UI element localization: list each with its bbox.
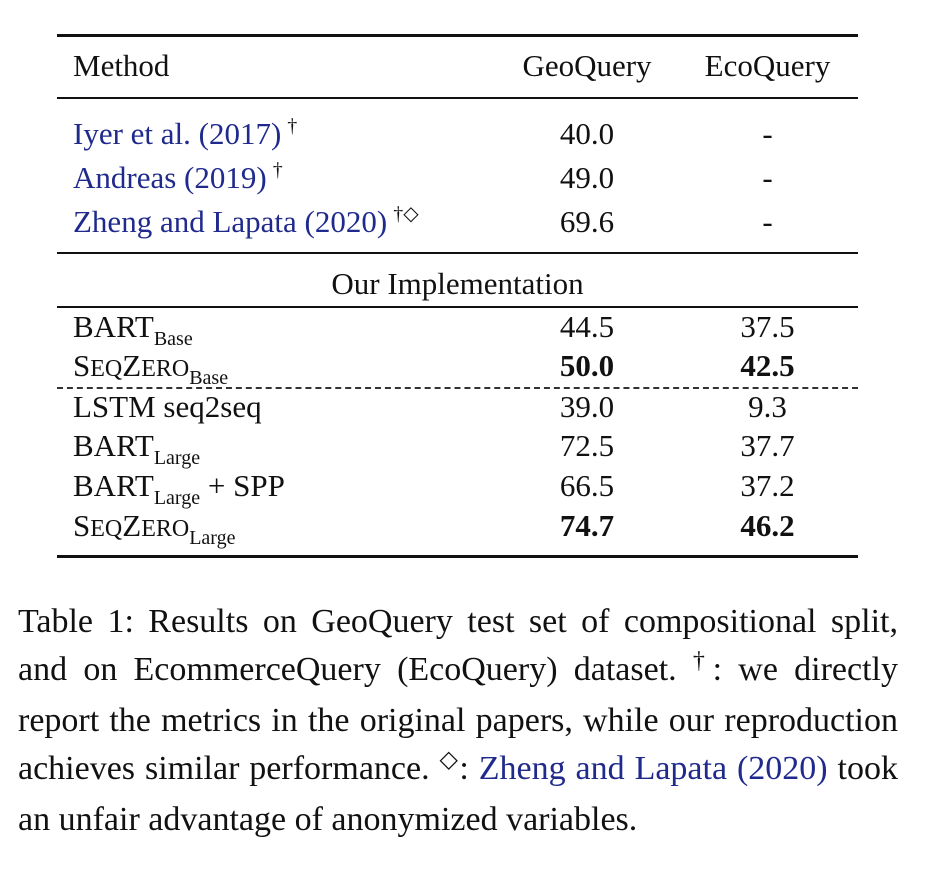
- geo-value: 69.6: [559, 204, 615, 239]
- table-bottom-rule: [57, 555, 858, 558]
- method-suffix: + SPP: [200, 468, 285, 503]
- eco-value: 9.3: [748, 389, 787, 424]
- header-bottom-rule: [57, 97, 858, 99]
- method-name-eq: EQ: [90, 356, 123, 382]
- caption-text-1: Table 1: Results on GeoQuery test set of compositional split, and on EcommerceQuery (EcoQuery) dataset.: [18, 603, 898, 688]
- section-title: Our Implementation: [331, 266, 584, 301]
- table-top-rule: [57, 34, 858, 37]
- method-subscript: Base: [189, 367, 229, 389]
- eco-value: 37.2: [740, 468, 795, 503]
- dagger-mark: †: [287, 115, 298, 137]
- table-row: [73, 158, 283, 202]
- table-row: [73, 202, 419, 246]
- method-subscript: Large: [153, 447, 201, 469]
- citation-link[interactable]: Andreas (2019): [73, 160, 267, 195]
- method-name-s: S: [73, 508, 91, 543]
- dagger-symbol: †: [692, 648, 713, 674]
- method-subscript: Large: [189, 527, 236, 549]
- table-row: [73, 426, 200, 470]
- method-name: BART: [73, 309, 154, 344]
- geo-value: 50.0: [559, 348, 615, 383]
- method-name: BART: [73, 468, 154, 503]
- citation-link[interactable]: Iyer et al. (2017): [73, 116, 282, 151]
- caption-citation-link[interactable]: Zheng and Lapata (2020): [478, 750, 828, 787]
- eco-value: 37.5: [740, 309, 795, 344]
- caption-text-3: :: [459, 750, 479, 787]
- method-name-s: S: [73, 348, 91, 383]
- citation-link[interactable]: Zheng and Lapata (2020): [73, 204, 388, 239]
- header-geoquery: GeoQuery: [522, 48, 652, 83]
- diamond-symbol: ◇: [439, 747, 460, 773]
- geo-value: 74.7: [559, 508, 615, 543]
- header-method: Method: [73, 48, 170, 83]
- table-row: [73, 387, 262, 427]
- method-name-z: Z: [122, 348, 142, 383]
- geo-value: 72.5: [559, 428, 615, 463]
- dagger-mark: †: [272, 159, 283, 181]
- table-row: [73, 114, 297, 158]
- table-row: [73, 307, 193, 351]
- geo-value: 44.5: [559, 309, 615, 344]
- dagger-diamond-mark: †◇: [393, 203, 419, 225]
- table-row: [73, 506, 235, 550]
- eco-value: 46.2: [740, 508, 795, 543]
- geo-value: 66.5: [559, 468, 615, 503]
- table-row: [73, 346, 228, 390]
- table-row: [73, 466, 285, 510]
- caption-text-2: : we directly report the metrics in the original papers, while our reproduction achieves similar performance.: [18, 651, 899, 787]
- caption-text-4: took an unfair advantage of anonymized variables.: [18, 750, 898, 838]
- method-name: BART: [73, 428, 154, 463]
- eco-value: -: [762, 204, 773, 239]
- method-name-ero: ERO: [141, 516, 190, 542]
- eco-value: -: [762, 116, 773, 151]
- geo-value: 39.0: [559, 389, 615, 424]
- table-caption: [18, 598, 898, 844]
- eco-value: -: [762, 160, 773, 195]
- header-ecoquery: EcoQuery: [704, 48, 831, 83]
- method-subscript: Base: [153, 328, 193, 350]
- method-name-z: Z: [122, 508, 142, 543]
- eco-value: 37.7: [740, 428, 795, 463]
- method-name-eq: EQ: [90, 516, 123, 542]
- geo-value: 40.0: [559, 116, 615, 151]
- method-name: LSTM seq2seq: [73, 389, 262, 424]
- eco-value: 42.5: [740, 348, 795, 383]
- method-name-ero: ERO: [141, 356, 190, 382]
- geo-value: 49.0: [559, 160, 615, 195]
- method-subscript: Large: [153, 487, 201, 509]
- prior-section-bottom-rule: [57, 252, 858, 254]
